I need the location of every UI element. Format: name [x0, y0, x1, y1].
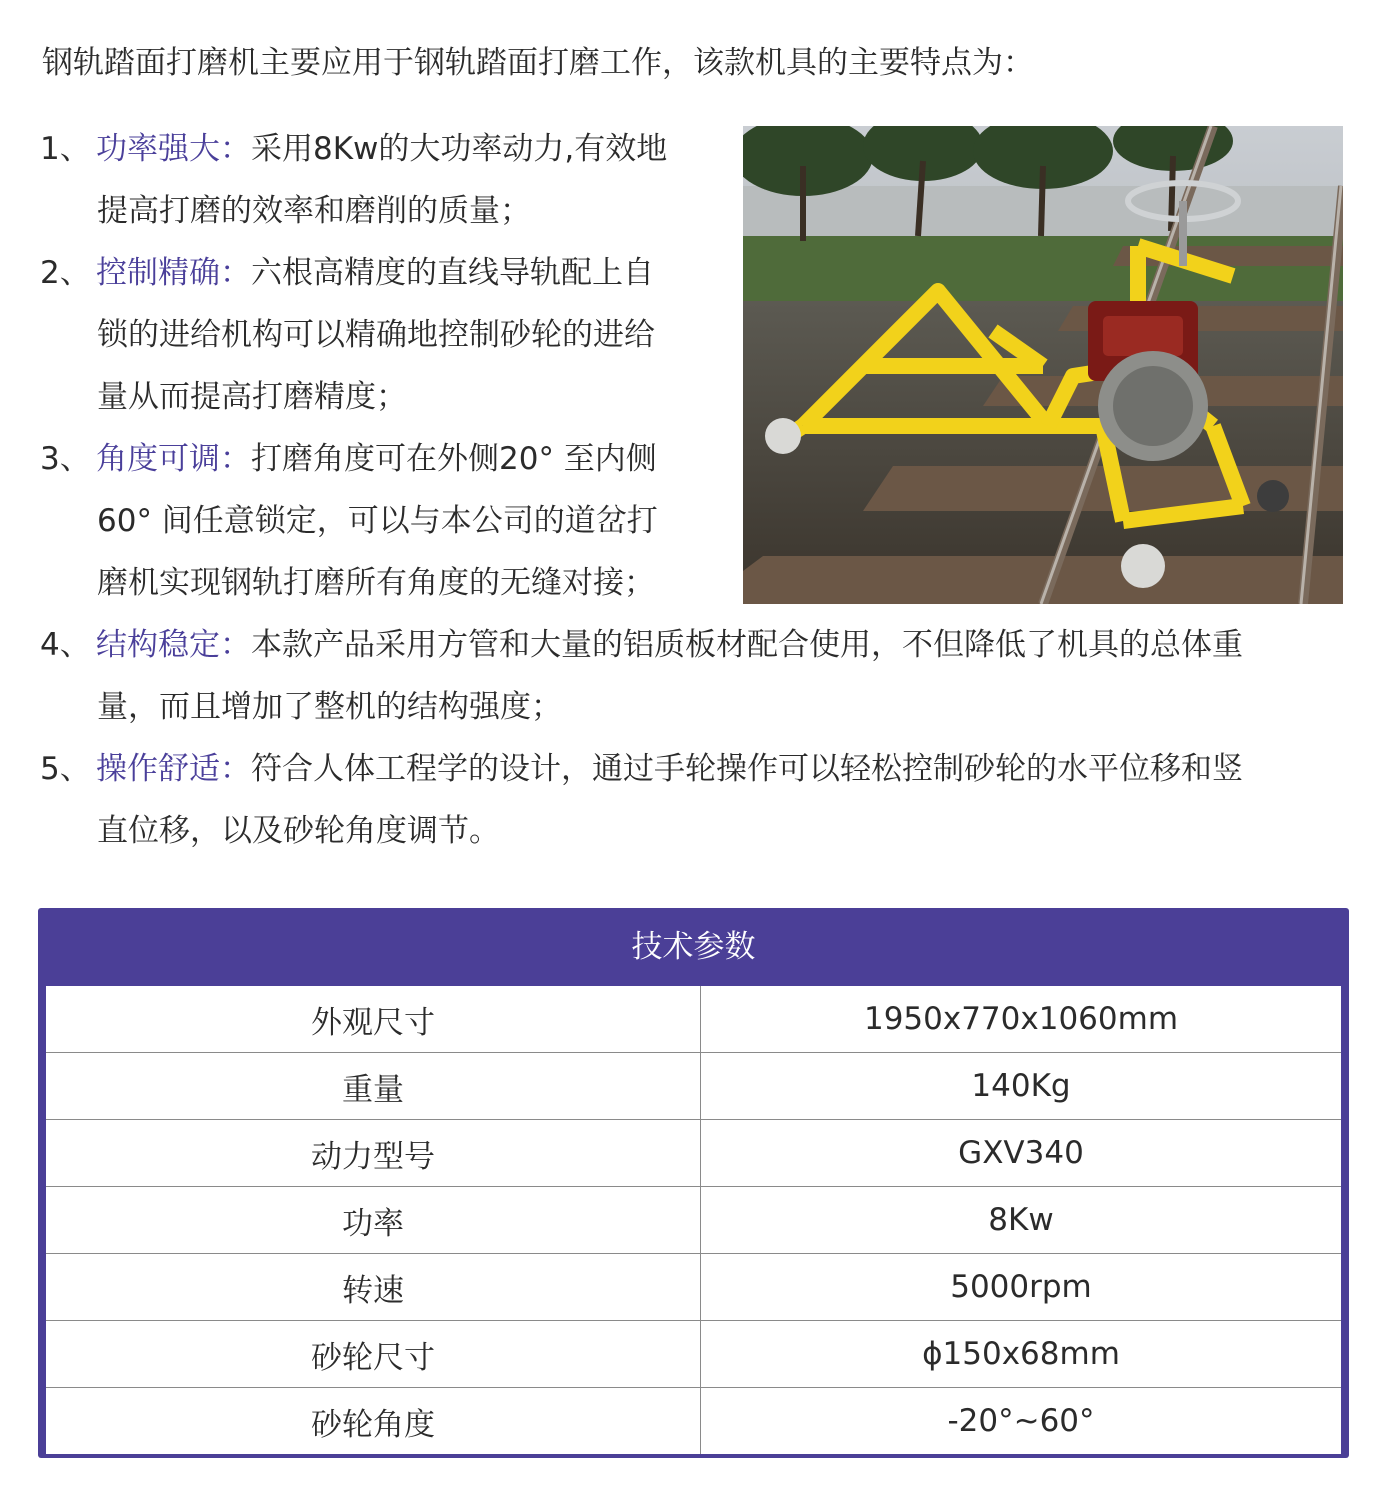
feature-text: 量从而提高打磨精度；	[97, 379, 407, 415]
feature-number: 1、	[40, 131, 91, 167]
spec-value: ϕ150x68mm	[701, 1321, 1342, 1388]
table-row	[46, 1321, 1341, 1388]
feature-text: 打磨角度可在外侧20° 至内侧	[251, 441, 657, 477]
feature-key: 角度可调：	[96, 441, 251, 477]
feature-number: 3、	[40, 441, 91, 477]
feature-text: 采用8Kw的大功率动力,有效地	[251, 131, 668, 167]
feature-text: 磨机实现钢轨打磨所有角度的无缝对接；	[97, 565, 655, 601]
feature-text: 符合人体工程学的设计，通过手轮操作可以轻松控制砂轮的水平位移和竖	[251, 751, 1243, 787]
table-row	[46, 986, 1341, 1053]
feature-text: 六根高精度的直线导轨配上自	[251, 255, 654, 291]
feature-4	[40, 614, 1350, 738]
table-row	[46, 1388, 1341, 1455]
feature-text: 提高打磨的效率和磨削的质量；	[97, 193, 531, 229]
spec-value: GXV340	[701, 1120, 1342, 1187]
spec-table	[46, 986, 1341, 1454]
feature-text: 锁的进给机构可以精确地控制砂轮的进给	[97, 317, 655, 353]
spec-title: 技术参数	[631, 929, 756, 965]
feature-key: 结构稳定：	[96, 627, 251, 663]
spec-value: 140Kg	[701, 1053, 1342, 1120]
table-row	[46, 1053, 1341, 1120]
spec-key: 转速	[46, 1254, 701, 1321]
spec-value: 5000rpm	[701, 1254, 1342, 1321]
table-row	[46, 1120, 1341, 1187]
spec-key: 重量	[46, 1053, 701, 1120]
spec-value: 8Kw	[701, 1187, 1342, 1254]
spec-value: 1950x770x1060mm	[701, 986, 1342, 1053]
feature-key: 功率强大：	[96, 131, 251, 167]
feature-number: 5、	[40, 751, 91, 787]
spec-key: 功率	[46, 1187, 701, 1254]
spec-key: 砂轮角度	[46, 1388, 701, 1455]
machine-photo	[743, 126, 1343, 604]
feature-number: 4、	[40, 627, 91, 663]
feature-text: 量，而且增加了整机的结构强度；	[97, 689, 562, 725]
table-row	[46, 1254, 1341, 1321]
spec-key: 外观尺寸	[46, 986, 701, 1053]
feature-text: 60° 间任意锁定，可以与本公司的道岔打	[97, 503, 658, 539]
feature-text: 直位移，以及砂轮角度调节。	[97, 813, 500, 849]
spec-value: -20°~60°	[947, 1403, 1095, 1439]
feature-number: 2、	[40, 255, 91, 291]
spec-key: 动力型号	[46, 1120, 701, 1187]
table-row	[46, 1187, 1341, 1254]
spec-key: 砂轮尺寸	[46, 1321, 701, 1388]
feature-text: 本款产品采用方管和大量的铝质板材配合使用，不但降低了机具的总体重	[251, 627, 1243, 663]
intro-text: 钢轨踏面打磨机主要应用于钢轨踏面打磨工作，该款机具的主要特点为：	[42, 45, 1034, 81]
feature-key: 控制精确：	[96, 255, 251, 291]
rail-grinder-illustration	[743, 126, 1343, 604]
feature-key: 操作舒适：	[96, 751, 251, 787]
feature-5	[40, 738, 1350, 862]
spec-panel	[38, 908, 1349, 1458]
